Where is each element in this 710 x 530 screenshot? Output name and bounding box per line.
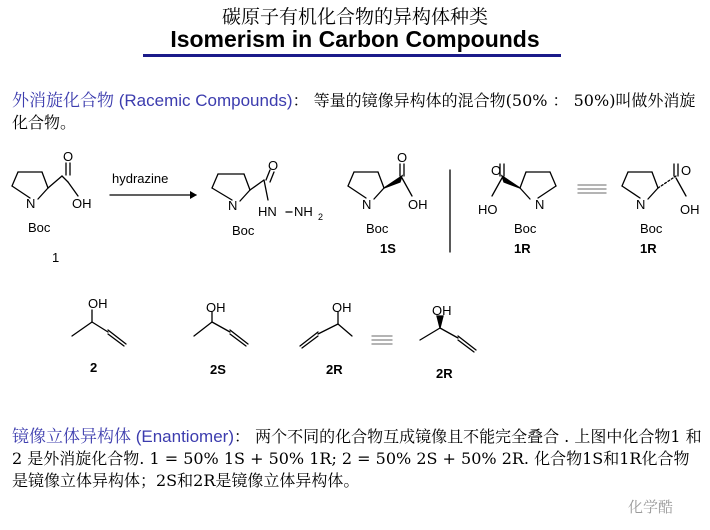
atom-oh: OH	[680, 202, 700, 217]
group-boc: Boc	[28, 220, 51, 235]
enantiomer-term: 镜像立体异构体 (Enantiomer)	[12, 427, 234, 446]
enantiomer-definition: ： 两个不同的化合物互成镜像且不能完全叠合 . 上图中化合物1 和 2 是外消旋化合物. 1 = 50% 1S + 50% 1R; 2 = 50% 2S + 50% 2R. 化合物1S和1R化合物是镜像立体异构体；2S和2R是镜像立体异构体。	[12, 427, 702, 490]
equivalence-sign	[578, 185, 606, 193]
compound-1s-structure	[348, 150, 428, 256]
atom-n: N	[26, 196, 36, 211]
compound-label-2: 2	[90, 360, 98, 375]
compound-2-structure	[72, 296, 126, 375]
reagent-label: hydrazine	[112, 171, 169, 186]
compound-1r-mirror-structure	[478, 163, 556, 256]
atom-o: O	[397, 150, 408, 165]
enantiomer-definition-paragraph	[12, 426, 702, 492]
group-boc: Boc	[232, 223, 255, 238]
atom-ho: HO	[478, 202, 498, 217]
atom-oh: OH	[332, 300, 352, 315]
compound-2s-structure	[194, 300, 248, 377]
watermark: 化学酷	[628, 498, 674, 516]
atom-n: N	[636, 197, 646, 212]
racemic-term: 外消旋化合物 (Racemic Compounds)	[12, 91, 293, 110]
atom-oh: OH	[432, 303, 452, 318]
compound-1r-structure	[622, 163, 700, 256]
page-title-english: Isomerism in Carbon Compounds	[170, 26, 540, 52]
reaction-arrow	[110, 171, 197, 199]
compound-label-2r-a: 2R	[326, 362, 343, 377]
atom-oh: OH	[88, 296, 108, 311]
equivalence-sign-2	[372, 336, 392, 344]
atom-n: N	[362, 197, 372, 212]
compound-1-structure	[12, 149, 92, 265]
atom-o: O	[491, 163, 502, 178]
compound-label-2s: 2S	[210, 362, 226, 377]
compound-2r-mirror-structure	[300, 300, 352, 377]
page-title-chinese: 碳原子有机化合物的异构体种类	[221, 6, 488, 28]
group-boc: Boc	[366, 221, 389, 236]
compound-label-1r-b: 1R	[640, 241, 657, 256]
atom-nh-subscript: 2	[318, 212, 324, 222]
atom-hn: HN	[258, 204, 277, 219]
atom-o: O	[681, 163, 692, 178]
atom-oh: OH	[206, 300, 226, 315]
compound-label-1s: 1S	[380, 241, 396, 256]
atom-nh: NH	[294, 204, 313, 219]
group-boc: Boc	[640, 221, 663, 236]
group-boc: Boc	[514, 221, 537, 236]
hydrazide-structure	[212, 158, 323, 238]
atom-o: O	[63, 149, 74, 164]
atom-oh: OH	[72, 196, 92, 211]
atom-oh: OH	[408, 197, 428, 212]
compound-label-2r-b: 2R	[436, 366, 453, 381]
compound-label-1r-a: 1R	[514, 241, 531, 256]
atom-n: N	[535, 197, 545, 212]
racemic-definition: ： 等量的镜像异构体的混合物(50% ： 50%)叫做外消旋化合物。	[12, 91, 696, 132]
compound-label-1: 1	[52, 250, 60, 265]
atom-o: O	[268, 158, 279, 173]
atom-n: N	[228, 198, 238, 213]
compound-2r-structure	[420, 303, 476, 381]
